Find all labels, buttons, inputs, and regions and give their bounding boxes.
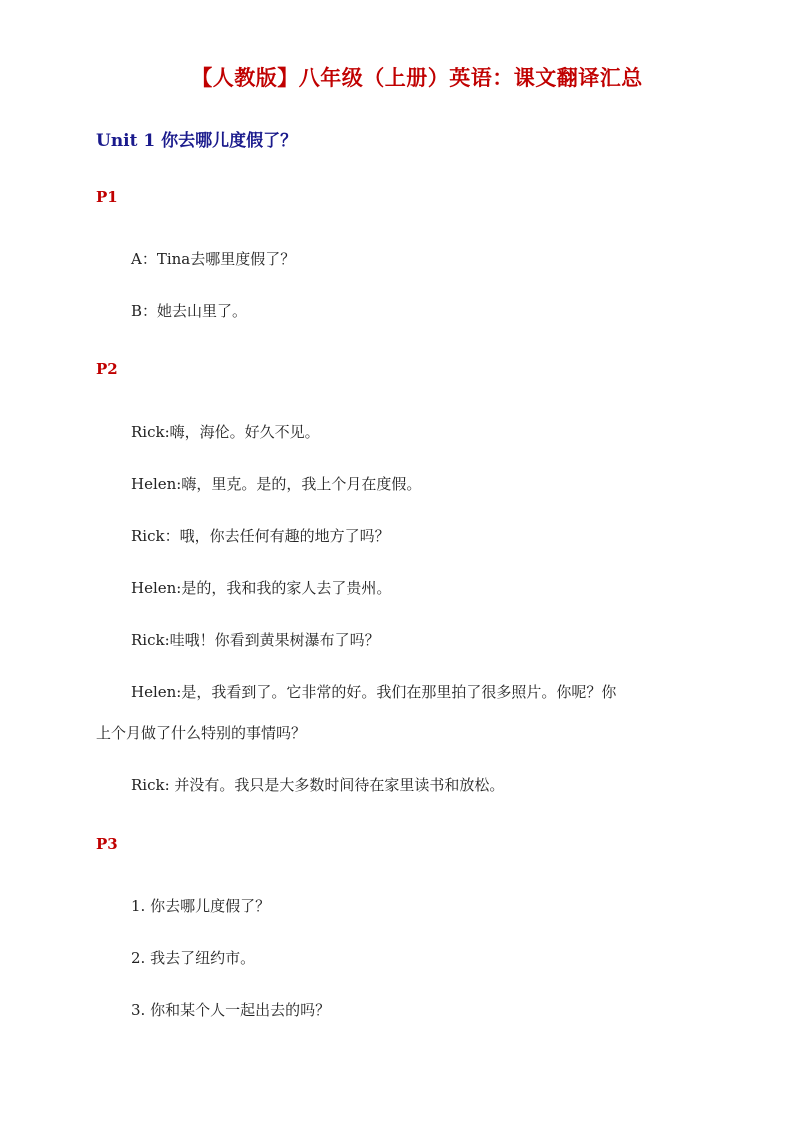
text-line: 3. 你和某个人一起出去的吗？ xyxy=(131,1001,331,1019)
text-line: A：Tina去哪里度假了？ xyxy=(131,250,296,268)
text-line: Rick:嗨，海伦。好久不见。 xyxy=(131,423,320,441)
text-line: B：她去山里了。 xyxy=(131,302,248,320)
text-line: Helen:嗨，里克。是的，我上个月在度假。 xyxy=(131,475,422,493)
document-title: 【人教版】八年级（上册）英语：课文翻译汇总 xyxy=(191,65,643,90)
text-line: 1. 你去哪儿度假了？ xyxy=(131,897,271,915)
section-label-p1: P1 xyxy=(96,188,118,206)
text-line: Rick: 并没有。我只是大多数时间待在家里读书和放松。 xyxy=(131,776,505,794)
text-line: 2. 我去了纽约市。 xyxy=(131,949,256,967)
text-line: Rick：哦，你去任何有趣的地方了吗？ xyxy=(131,527,390,545)
section-label-p3: P3 xyxy=(96,835,118,853)
text-line: Rick:哇哦！你看到黄果树瀑布了吗？ xyxy=(131,631,380,649)
section-label-p2: P2 xyxy=(96,360,118,378)
unit-heading: Unit 1 你去哪儿度假了？ xyxy=(96,131,298,151)
text-line: Helen:是，我看到了。它非常的好。我们在那里拍了很多照片。你呢？你 xyxy=(131,683,617,701)
text-line: 上个月做了什么特别的事情吗？ xyxy=(96,724,307,742)
text-line: Helen:是的，我和我的家人去了贵州。 xyxy=(131,579,392,597)
